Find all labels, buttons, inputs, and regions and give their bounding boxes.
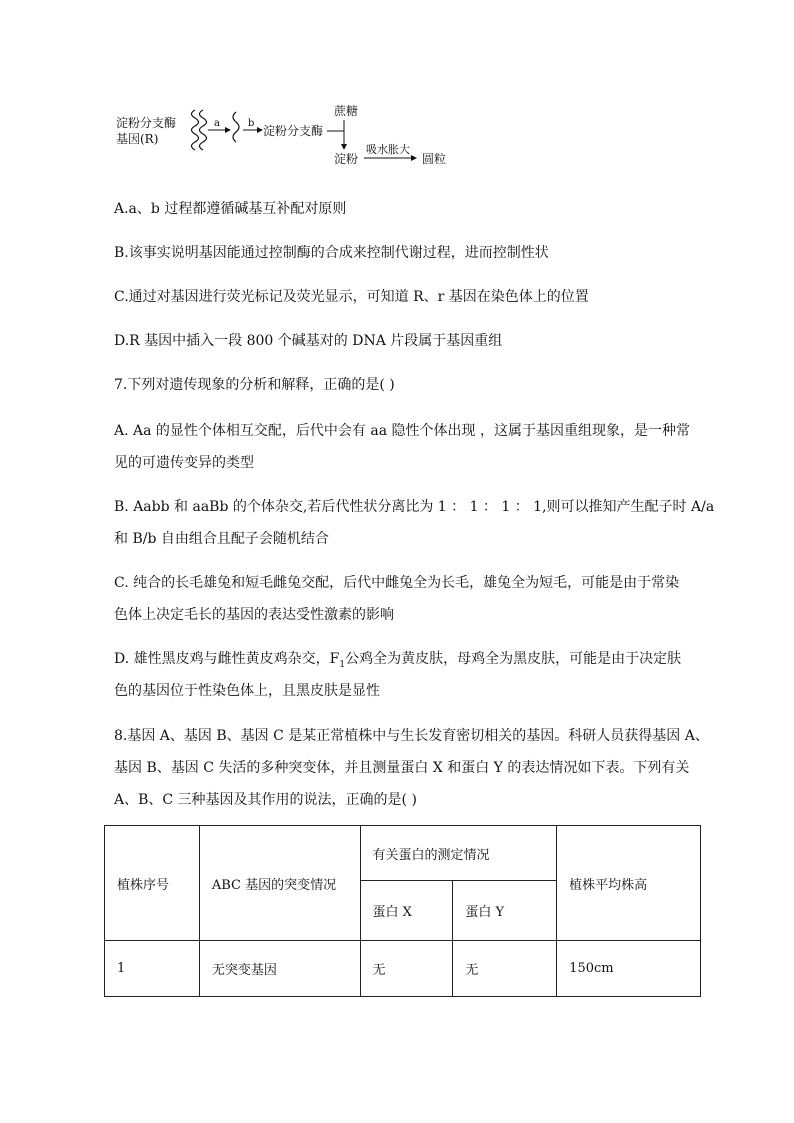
table-header-row bbox=[105, 826, 701, 881]
gene-pathway-diagram bbox=[112, 100, 462, 175]
round-seed-label: 圆粒 bbox=[422, 152, 447, 166]
header-plant-no: 植株序号 bbox=[105, 826, 200, 941]
option-7a-line1: A. Aa 的显性个体相互交配，后代中会有 aa 隐性个体出现 ，这属于基因重组现象，是一种常 bbox=[114, 423, 690, 439]
cell: 无突变基因 bbox=[199, 941, 360, 997]
option-7a-line2: 见的可遗传变异的类型 bbox=[114, 455, 254, 471]
option-7d-line2: 色的基因位于性染色体上，且黑皮肤是显性 bbox=[114, 683, 380, 699]
gene-label-1: 淀粉分支酶 bbox=[116, 116, 177, 130]
step-b-label: b bbox=[248, 118, 255, 129]
option-7c-line2: 色体上决定毛长的基因的表达受性激素的影响 bbox=[114, 607, 394, 623]
question-8-line3: A、B、C 三种基因及其作用的说法，正确的是( ) bbox=[114, 792, 417, 808]
cell: 1 bbox=[105, 941, 200, 997]
header-height: 植株平均株高 bbox=[557, 826, 701, 941]
option-7b-line1: B. Aabb 和 aaBb 的个体杂交,若后代性状分离比为 1 ： 1 ： 1 ： 1,则可以推知产生配子时 A/a bbox=[114, 499, 715, 515]
step-a-label: a bbox=[214, 118, 220, 129]
cell: 150cm bbox=[557, 941, 701, 997]
header-mutation: ABC 基因的突变情况 bbox=[199, 826, 360, 941]
subheader-protein-y: 蛋白 Y bbox=[453, 881, 557, 941]
gene-label-2: 基因(R) bbox=[116, 132, 159, 146]
absorb-label: 吸水胀大 bbox=[366, 143, 410, 156]
mutation-table bbox=[104, 825, 701, 997]
starch-label: 淀粉 bbox=[334, 152, 359, 166]
option-7b-line2: 和 B/b 自由组合且配子会随机结合 bbox=[114, 531, 329, 547]
cell: 无 bbox=[360, 941, 453, 997]
question-7: 7.下列对遗传现象的分析和解释，正确的是( ) bbox=[114, 377, 395, 393]
sucrose-label: 蔗糖 bbox=[334, 104, 359, 118]
subheader-protein-x: 蛋白 X bbox=[360, 881, 453, 941]
option-7c-line1: C. 纯合的长毛雄兔和短毛雌兔交配，后代中雌兔全为长毛，雄兔全为短毛，可能是由于常染 bbox=[114, 575, 680, 591]
option-6b: B.该事实说明基因能通过控制酶的合成来控制代谢过程，进而控制性状 bbox=[114, 245, 549, 261]
dna-double-helix-icon bbox=[192, 110, 207, 150]
option-7d-text-1: D. 雄性黑皮鸡与雌性黄皮鸡杂交，F bbox=[114, 651, 340, 667]
option-7d-text-2: 公鸡全为黄皮肤，母鸡全为黑皮肤，可能是由于决定肤 bbox=[345, 651, 682, 667]
cell: 无 bbox=[453, 941, 557, 997]
pathway-svg bbox=[112, 100, 462, 175]
option-7d-line1 bbox=[114, 645, 714, 673]
table-row bbox=[105, 941, 701, 997]
header-protein: 有关蛋白的测定情况 bbox=[360, 826, 557, 881]
enzyme-label: 淀粉分支酶 bbox=[263, 124, 324, 138]
option-6a: A.a、b 过程都遵循碱基互补配对原则 bbox=[114, 201, 347, 217]
f1-subscript: 1 bbox=[339, 659, 346, 670]
question-8-line2: 基因 B、基因 C 失活的多种突变体，并且测量蛋白 X 和蛋白 Y 的表达情况如下表。下列有关 bbox=[114, 760, 690, 776]
option-6d: D.R 基因中插入一段 800 个碱基对的 DNA 片段属于基因重组 bbox=[114, 333, 503, 349]
option-6c: C.通过对基因进行荧光标记及荧光显示，可知道 R、r 基因在染色体上的位置 bbox=[114, 289, 589, 305]
question-8-line1: 8.基因 A、基因 B、基因 C 是某正常植株中与生长发育密切相关的基因。科研人员获得基因 A、 bbox=[114, 728, 709, 744]
mrna-strand-icon bbox=[233, 112, 239, 142]
